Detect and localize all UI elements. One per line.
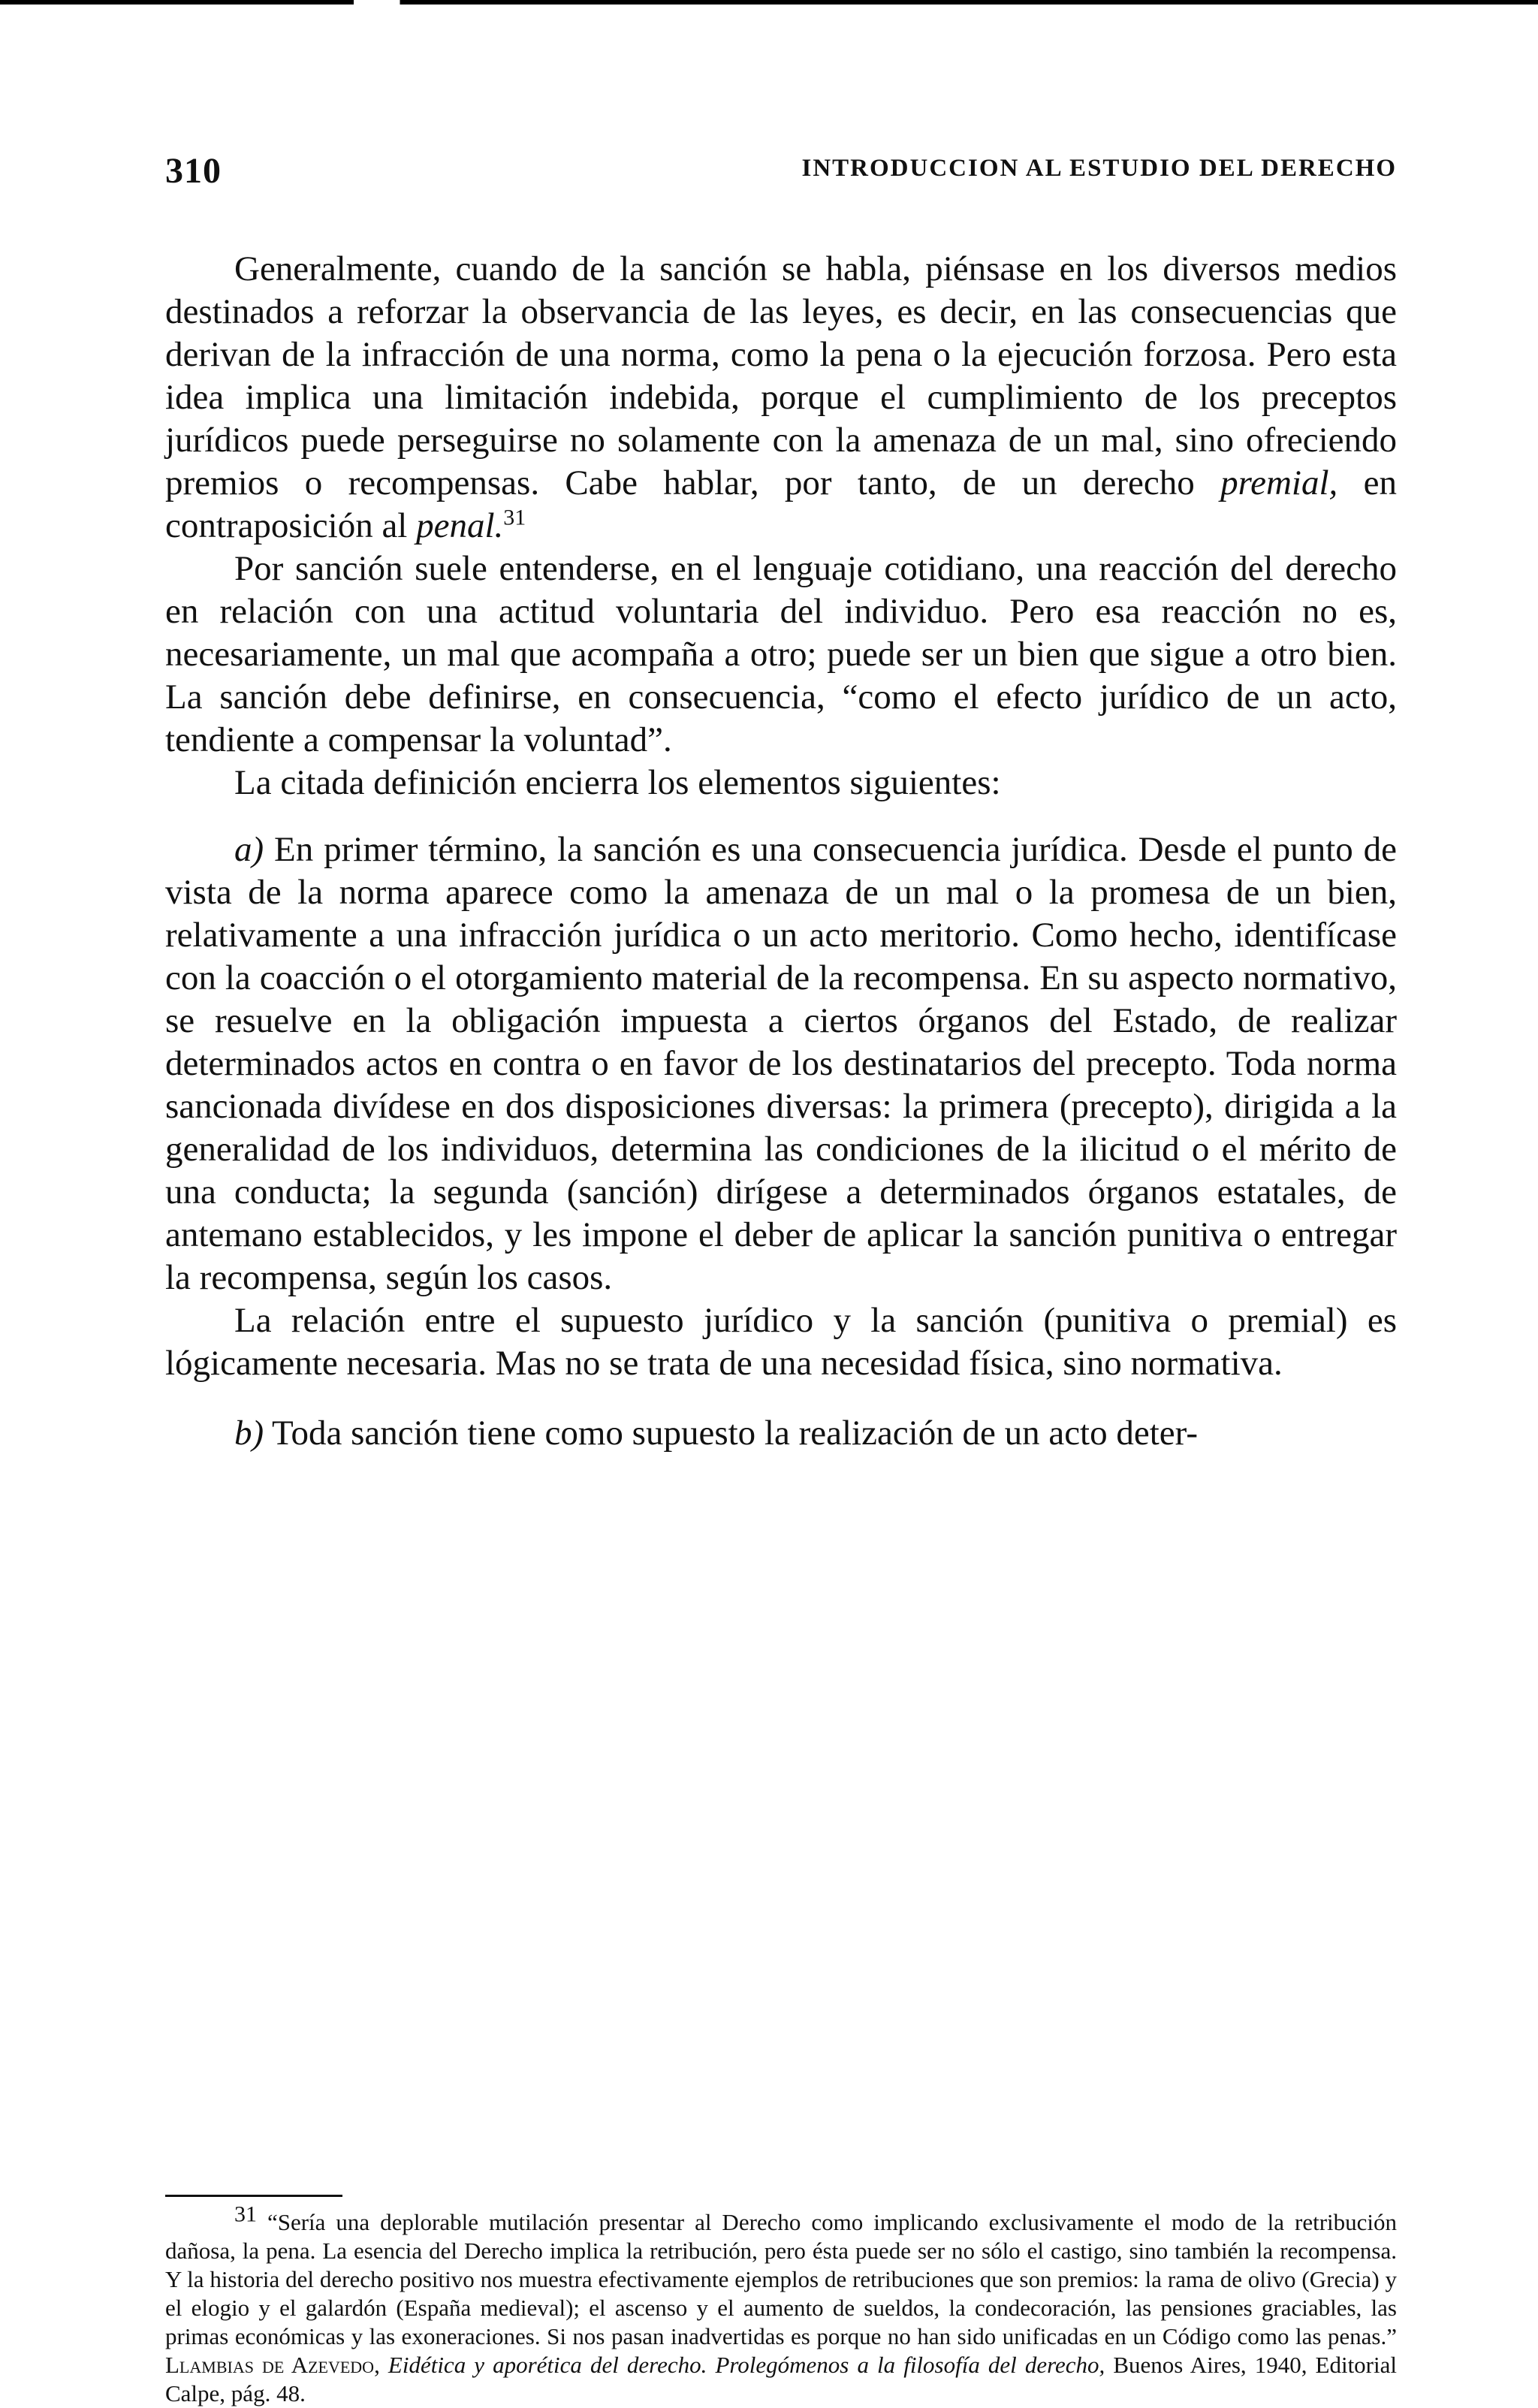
footnote-number: 31 bbox=[234, 2201, 257, 2227]
term-penal: penal. bbox=[416, 506, 504, 545]
footnote-reference: 31 bbox=[503, 505, 526, 530]
footnote-text-a: “Sería una deplorable mutilación presentar al Derecho como implicando exclusivamente el modo de la retribución dañosa, la pena. La esencia del Derecho implica la retribución, pero ésta puede ser no sólo el castigo, sino también la recompensa. Y la historia del derecho positivo nos muestra efectivamente ejemplos de retribuciones que son premios: la rama de olivo (Grecia) y el elogio y el galardón (España medieval); el ascenso y el aumento de sueldos, la condecoración, las pensiones graciables, las primas económicas y las exoneraciones. Si nos pasan inadvertidas es porque no han sido unificadas en un Código como las penas.” bbox=[165, 2209, 1397, 2349]
footnote-31 bbox=[165, 2201, 1397, 2408]
top-edge-rule bbox=[0, 0, 1538, 5]
paragraph-5: La relación entre el supuesto jurídico y la sanción (punitiva o premial) es lógicamente necesaria. Mas no se trata de una necesidad física, sino normativa. bbox=[165, 1301, 1397, 1383]
page-number: 310 bbox=[165, 151, 222, 191]
footnote-separator bbox=[165, 2195, 342, 2197]
paragraph-1-text-a: Generalmente, cuando de la sanción se habla, piénsase en los diversos medios destinados a reforzar la observancia de las leyes, es decir, en las consecuencias que derivan de la infracción de una norma, como la pena o la ejecución forzosa. Pero esta idea implica una limitación indebida, porque el cumplimiento de los preceptos jurídicos puede perseguirse no solamente con la amenaza de un mal, sino ofreciendo premios o recompensas. Cabe hablar, por tanto, de un derecho bbox=[165, 249, 1397, 502]
footnote-title: Eidética y aporética del derecho. Prolegómenos a la filosofía del derecho, bbox=[379, 2352, 1105, 2378]
paragraph-4-text: En primer término, la sanción es una consecuencia jurídica. Desde el punto de vista de la norma aparece como la amenaza de un mal o la promesa de un bien, relativamente a una infracción jurídica o un acto meritorio. Como hecho, identifícase con la coacción o el otorgamiento material de la recompensa. En su aspecto normativo, se resuelve en la obligación impuesta a ciertos órganos del Estado, de realizar determinados actos en contra o en favor de los destinatarios del precepto. Toda norma sancionada divídese en dos disposiciones diversas: la primera (precepto), dirigida a la generalidad de los individuos, determina las condiciones de la ilicitud o el mérito de una conducta; la segunda (sanción) dirígese a determinados órganos estatales, de antemano establecidos, y les impone el deber de aplicar la sanción punitiva o entregar la recompensa, según los casos. bbox=[165, 830, 1397, 1297]
paragraph-1-text-b: en contraposición al bbox=[165, 463, 1397, 545]
paragraph-3: La citada definición encierra los elementos siguientes: bbox=[234, 763, 1001, 802]
running-head: INTRODUCCION AL ESTUDIO DEL DERECHO bbox=[801, 155, 1397, 182]
paragraph-6 bbox=[165, 1412, 1397, 1455]
page-header bbox=[165, 150, 1397, 203]
footnote-text-b: Buenos Aires, 1940, Editorial Calpe, pág. 48. bbox=[165, 2352, 1397, 2406]
paragraph-6-text: Toda sanción tiene como supuesto la realización de un acto deter- bbox=[264, 1414, 1199, 1453]
item-label-a: a) bbox=[234, 830, 264, 869]
paragraph-2: Por sanción suele entenderse, en el lenguaje cotidiano, una reacción del derecho en relación con una actitud voluntaria del individuo. Pero esa reacción no es, necesariamente, un mal que acompaña a otro; puede ser un bien que sigue a otro bien. La sanción debe definirse, en consecuencia, “como el efecto jurídico de un acto, tendiente a compensar la voluntad”. bbox=[165, 549, 1397, 759]
paragraph-4 bbox=[165, 828, 1397, 1299]
paragraph-1 bbox=[165, 248, 1397, 548]
footnote-author: Llambias de Azevedo, bbox=[165, 2352, 380, 2378]
item-label-b: b) bbox=[234, 1414, 264, 1453]
term-premial: premial, bbox=[1220, 463, 1338, 502]
body-text bbox=[165, 248, 1397, 1455]
